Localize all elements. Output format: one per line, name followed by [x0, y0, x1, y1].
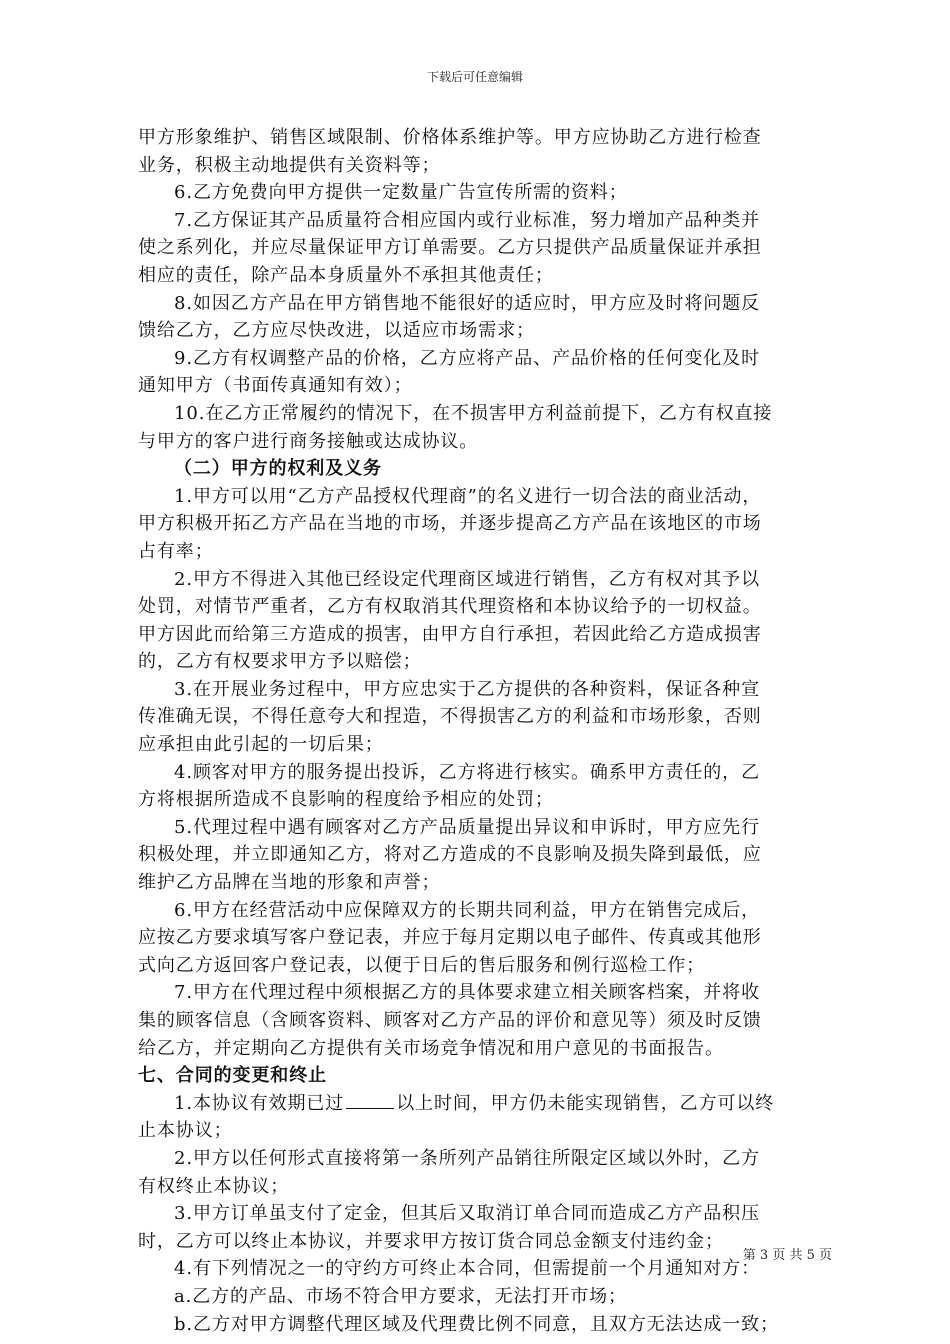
- body-line: 处罚，对情节严重者，乙方有权取消其代理资格和本协议给予的一切权益。: [138, 596, 762, 618]
- body-line: 时，乙方可以终止本协议，并要求甲方按订货合同总金额支付违约金；: [138, 1230, 724, 1252]
- body-line: 通知甲方（书面传真通知有效）；: [138, 375, 413, 397]
- body-line: 10.在乙方正常履约的情况下，在不损害甲方利益前提下，乙方有权直接: [174, 402, 773, 424]
- section-heading: （二）甲方的权利及义务: [174, 458, 382, 480]
- clause-text-after-blank: 以上时间，甲方仍未能实现销售，乙方可以终: [396, 1092, 775, 1114]
- body-line: 6.乙方免费向甲方提供一定数量广告宣传所需的资料；: [174, 182, 628, 204]
- body-line: 占有率；: [138, 540, 214, 562]
- body-line: 3.甲方订单虽支付了定金，但其后又取消订单合同而造成乙方产品积压: [174, 1203, 760, 1225]
- page-number: 第 3 页 共 5 页: [742, 1248, 832, 1263]
- body-line: 2.甲方以任何形式直接将第一条所列产品销往所限定区域以外时，乙方: [174, 1147, 760, 1169]
- body-line: 甲方形象维护、销售区域限制、价格体系维护等。甲方应协助乙方进行检查: [138, 127, 762, 148]
- document-body: [138, 124, 832, 1338]
- body-line: 2.甲方不得进入其他已经设定代理商区域进行销售，乙方有权对其予以: [174, 568, 760, 590]
- fill-in-blank: [346, 1090, 394, 1109]
- body-line: 给乙方，并定期向乙方提供有关市场竞争情况和用户意见的书面报告。: [138, 1037, 724, 1059]
- body-line: 3.在开展业务过程中，甲方应忠实于乙方提供的各种资料，保证各种宣: [174, 678, 760, 700]
- body-line: 应按乙方要求填写客户登记表，并应于每月定期以电子邮件、传真或其他形: [138, 927, 762, 949]
- body-line: 应承担由此引起的一切后果；: [138, 734, 384, 756]
- body-line: b.乙方对甲方调整代理区域及代理费比例不同意，且双方无法达成一致；: [174, 1313, 779, 1335]
- body-line: 积极处理，并立即通知乙方，将对乙方造成的不良影响及损失降到最低，应: [138, 844, 762, 866]
- body-line: a.乙方的产品、市场不符合甲方要求，无法打开市场；: [174, 1285, 627, 1307]
- body-line: 甲方积极开拓乙方产品在当地的市场，并逐步提高乙方产品在该地区的市场: [138, 513, 762, 535]
- body-line: 集的顾客信息（含顾客资料、顾客对乙方产品的评价和意见等）须及时反馈: [138, 1010, 762, 1031]
- body-line: 1.甲方可以用“乙方产品授权代理商”的名义进行一切合法的商业活动，: [174, 485, 762, 507]
- body-line: 6.甲方在经营活动中应保障双方的长期共同利益，甲方在销售完成后，: [174, 899, 760, 921]
- page-header: 下载后可任意编辑: [426, 70, 523, 84]
- body-line: 甲方因此而给第三方造成的损害，由甲方自行承担，若因此给乙方造成损害: [138, 623, 762, 645]
- clause-text-before-blank: 1.本协议有效期已过: [174, 1092, 345, 1114]
- body-line: 7.乙方保证其产品质量符合相应国内或行业标准，努力增加产品种类并: [174, 209, 760, 231]
- body-line: 5.代理过程中遇有顾客对乙方产品质量提出异议和申诉时，甲方应先行: [174, 816, 760, 838]
- body-line: 7.甲方在代理过程中须根据乙方的具体要求建立相关顾客档案，并将收: [174, 982, 760, 1004]
- body-line: 4.顾客对甲方的服务提出投诉，乙方将进行核实。确系甲方责任的，乙: [174, 761, 760, 783]
- body-line: 止本协议；: [138, 1120, 233, 1142]
- body-line: 的，乙方有权要求甲方予以赔偿；: [138, 651, 422, 673]
- body-line: 有权终止本协议；: [138, 1175, 290, 1197]
- body-line: 8.如因乙方产品在甲方销售地不能很好的适应时，甲方应及时将问题反: [174, 292, 760, 314]
- body-line: 业务，积极主动地提供有关资料等；: [138, 154, 441, 176]
- body-line: 使之系列化，并应尽量保证甲方订单需要。乙方只提供产品质量保证并承担: [138, 237, 762, 259]
- body-line: 维护乙方品牌在当地的形象和声誉；: [138, 872, 441, 894]
- section-heading: 七、合同的变更和终止: [138, 1065, 327, 1087]
- body-line: 方将根据所造成不良影响的程度给予相应的处罚；: [138, 789, 554, 811]
- body-line: 式向乙方返回客户登记表，以便于日后的售后服务和例行巡检工作；: [138, 954, 705, 976]
- body-line: 馈给乙方，乙方应尽快改进，以适应市场需求；: [138, 320, 535, 342]
- body-line: 9.乙方有权调整产品的价格，乙方应将产品、产品价格的任何变化及时: [174, 347, 760, 369]
- body-line: 传准确无误，不得任意夸大和捏造，不得损害乙方的利益和市场形象，否则: [138, 706, 762, 728]
- body-line-with-blank: [138, 1090, 832, 1118]
- body-line: 与甲方的客户进行商务接触或达成协议。: [138, 430, 479, 452]
- body-line: 4.有下列情况之一的守约方可终止本合同，但需提前一个月通知对方：: [174, 1258, 760, 1280]
- body-line: 相应的责任，除产品本身质量外不承担其他责任；: [138, 264, 554, 286]
